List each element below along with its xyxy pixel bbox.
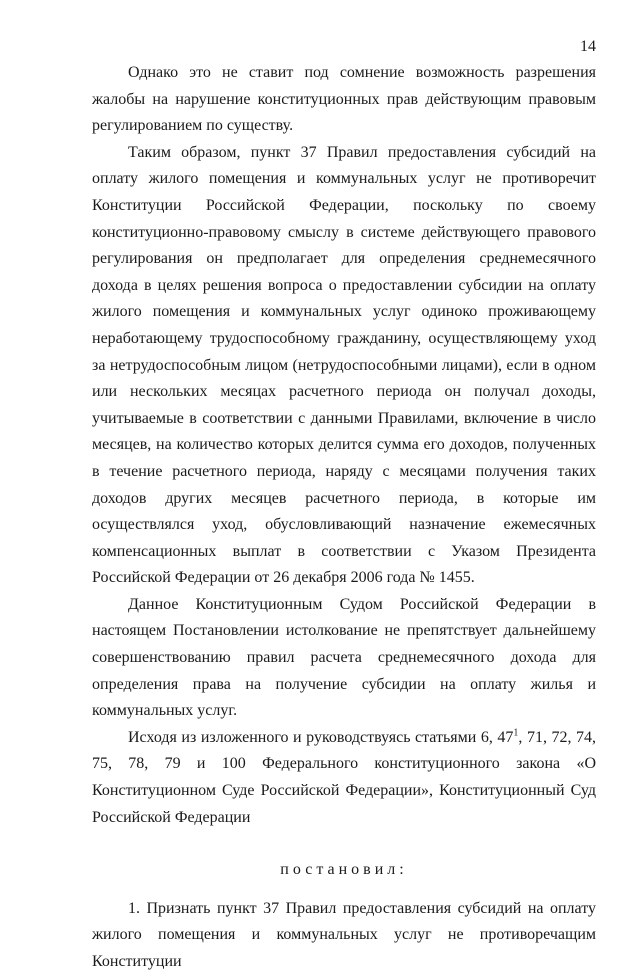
paragraph-4-text-end: , 71, 72, 74, 75, 78, 79 и 100 Федерального конституционного закона «О Конституционном Суде Российской Федерации», Конституционный Суд Российской Федерации xyxy=(92,728,597,826)
resolution-heading: постановил: xyxy=(280,861,408,879)
paragraph-5: 1. Признать пункт 37 Правил предоставления субсидий на оплату жилого помещения и коммунальных услуг не противоречащим Конституции xyxy=(92,899,596,970)
paragraph-1: Однако это не ставит под сомнение возможность разрешения жалобы на нарушение конституционных прав действующим правовым регулированием по существу. xyxy=(92,64,596,135)
page-number: 14 xyxy=(580,38,596,55)
paragraph-4-text-start: Исходя из изложенного и руководствуясь статьями 6, 47 xyxy=(128,728,514,746)
document-body xyxy=(92,60,596,976)
paragraph-4 xyxy=(92,725,596,831)
paragraph-2: Таким образом, пункт 37 Правил предоставления субсидий на оплату жилого помещения и коммунальных услуг не противоречит Конституции Российской Федерации, поскольку по своему конституционно-правовому смыслу в системе действующего правового регулирования он предполагает для определения среднемесячного дохода в целях решения вопроса о предоставлении субсидии на оплату жилого помещения и коммунальных услуг одиноко проживающему неработающему трудоспособному гражданину, осуществляющему уход за нетрудоспособным лицом (нетрудоспособными лицами), если в одном или нескольких месяцах расчетного периода он получал доходы, учитываемые в соответствии с данными Правилами, включение в число месяцев, на количество которых делится сумма его доходов, полученных в течение расчетного периода, наряду с месяцами получения таких доходов других месяцев расчетного периода, в которые им осуществлялся уход, обусловливающий назначение ежемесячных компенсационных выплат в соответствии с Указом Президента Российской Федерации от 26 декабря 2006 года № 1455. xyxy=(92,143,596,587)
paragraph-3: Данное Конституционным Судом Российской Федерации в настоящем Постановлении истолкование не препятствует дальнейшему совершенствованию правил расчета среднемесячного дохода для определения права на получение субсидии на оплату жилья и коммунальных услуг. xyxy=(92,595,596,720)
superscript-index: 1 xyxy=(513,727,519,739)
